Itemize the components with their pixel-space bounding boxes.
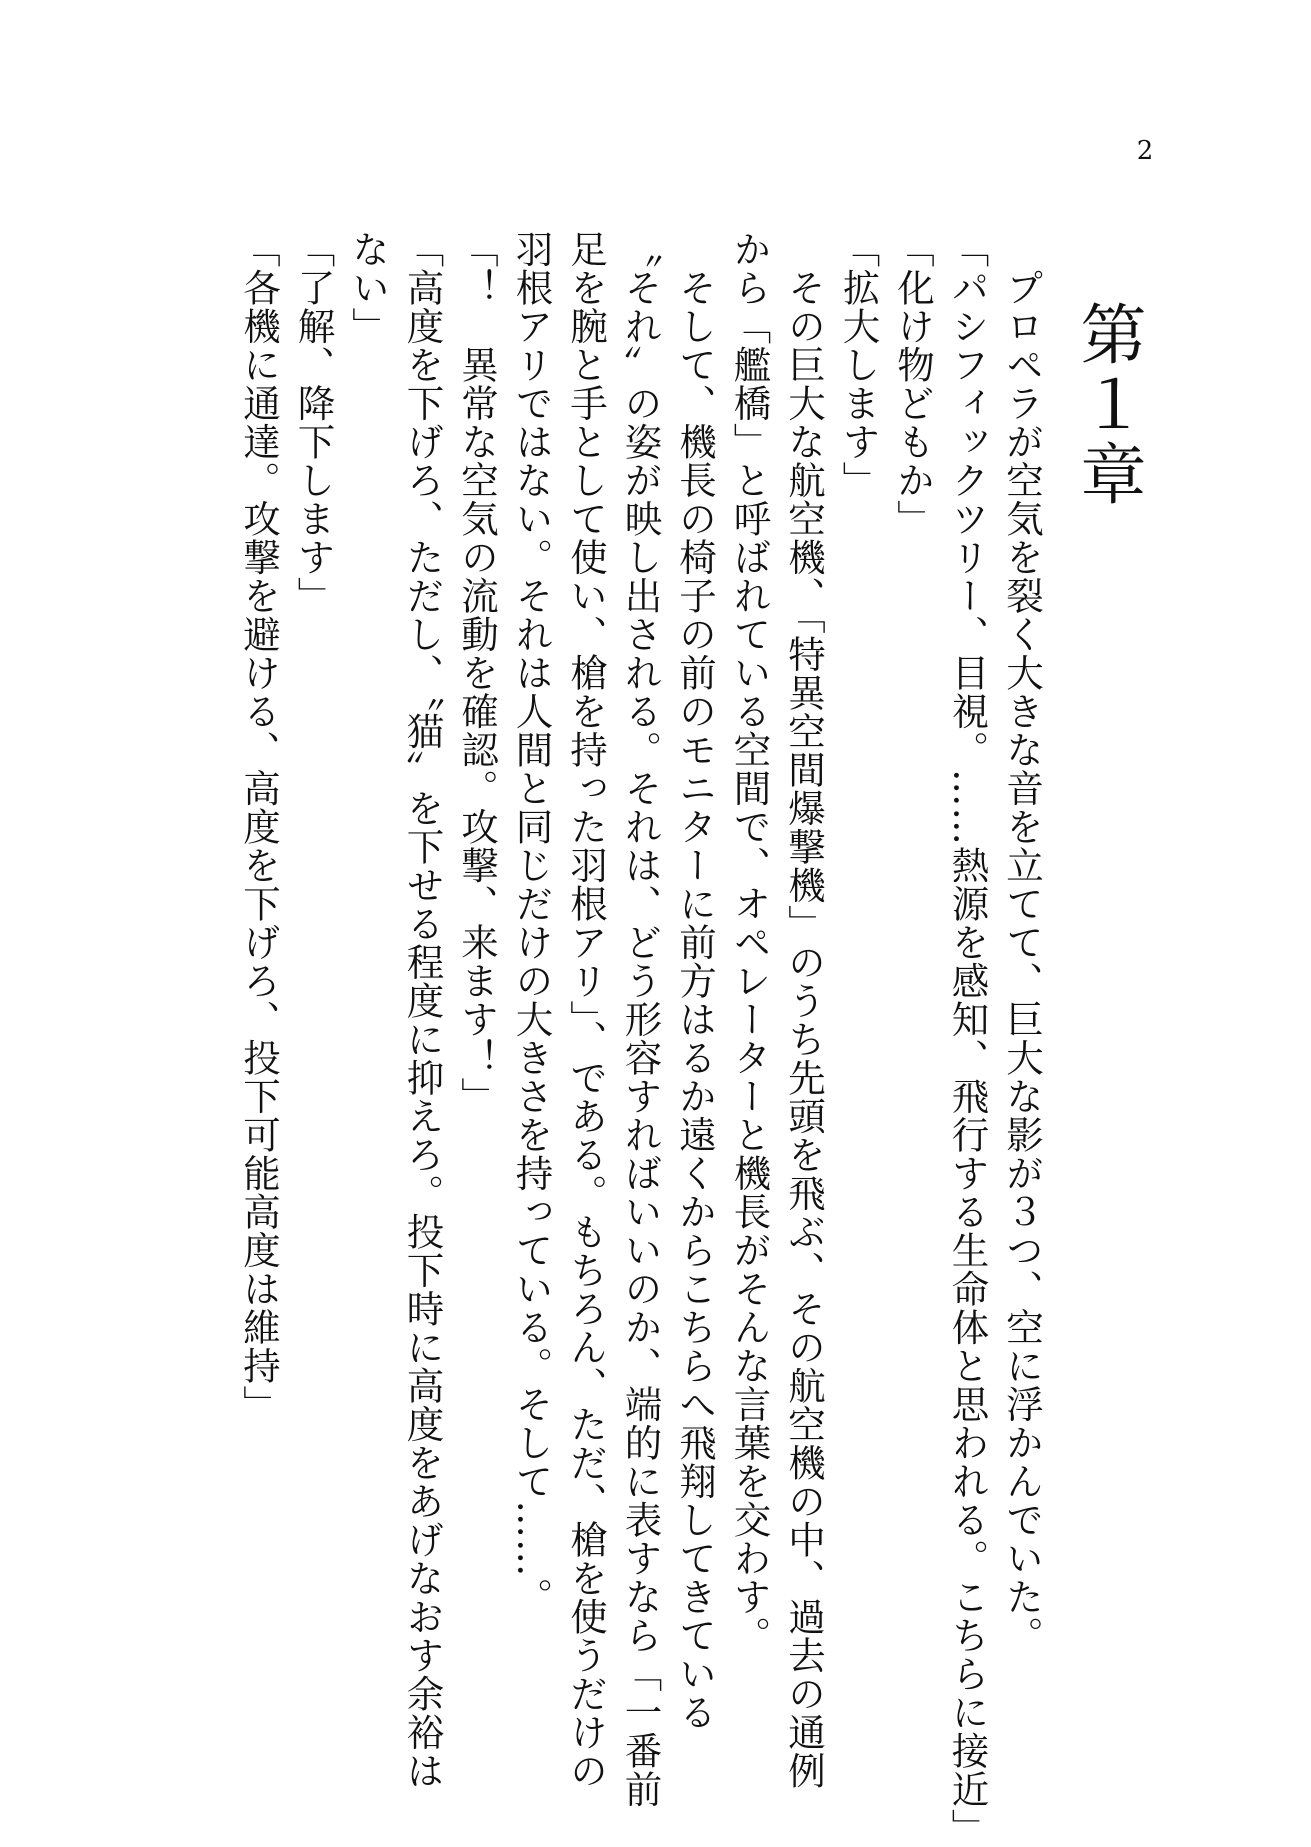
text-line: 「！ 異常な空気の流動を確認。攻撃、来ます！」: [455, 230, 499, 1116]
body-text: [232, 230, 1050, 1847]
text-line: 「了解、降下します」: [291, 230, 336, 615]
text-line: 「各機に通達。攻撃を避ける、高度を下げろ、投下可能高度は維持」: [237, 230, 281, 1424]
text-line: プロペラが空気を裂く大きな音を立てて、巨大な影が３つ、空に浮かんでいた。: [1000, 230, 1044, 1655]
text-line: 〝それ〟の姿が映し出される。それは、どう形容すればいいのか、端的に表すなら「一番前: [618, 230, 663, 1809]
text-line: から「艦橋」と呼ばれている空間で、オペレーターと機長がそんな言葉を交わす。: [727, 230, 772, 1655]
text-line: 「化け物どもか」: [891, 230, 935, 538]
text-line: 「高度を下げろ、ただし、〝猫〟を下せる程度に抑えろ。投下時に高度をあげなおす余裕は: [400, 230, 445, 1790]
text-line: その巨大な航空機、「特異空間爆撃機」のうち先頭を飛ぶ、その航空機の中、過去の通例: [782, 230, 826, 1790]
text-line: そして、機長の椅子の前のモニターに前方はるか遠くからこちらへ飛翔してきている: [673, 230, 717, 1732]
chapter-title: 第１章: [1069, 300, 1146, 510]
text-line: 「パシフィックツリー、目視。……熱源を感知、飛行する生命体と思われる。こちらに接近」: [945, 230, 990, 1847]
page-number: 2: [1136, 136, 1154, 166]
text-line: 足を腕と手として使い、槍を持った羽根アリ」、である。もちろん、ただ、槍を使うだけの: [564, 230, 608, 1790]
text-line: ない」: [346, 230, 390, 346]
text-line: 「拡大します」: [836, 230, 881, 500]
text-line: 羽根アリではない。それは人間と同じだけの大きさを持っている。そして……。: [509, 230, 554, 1616]
